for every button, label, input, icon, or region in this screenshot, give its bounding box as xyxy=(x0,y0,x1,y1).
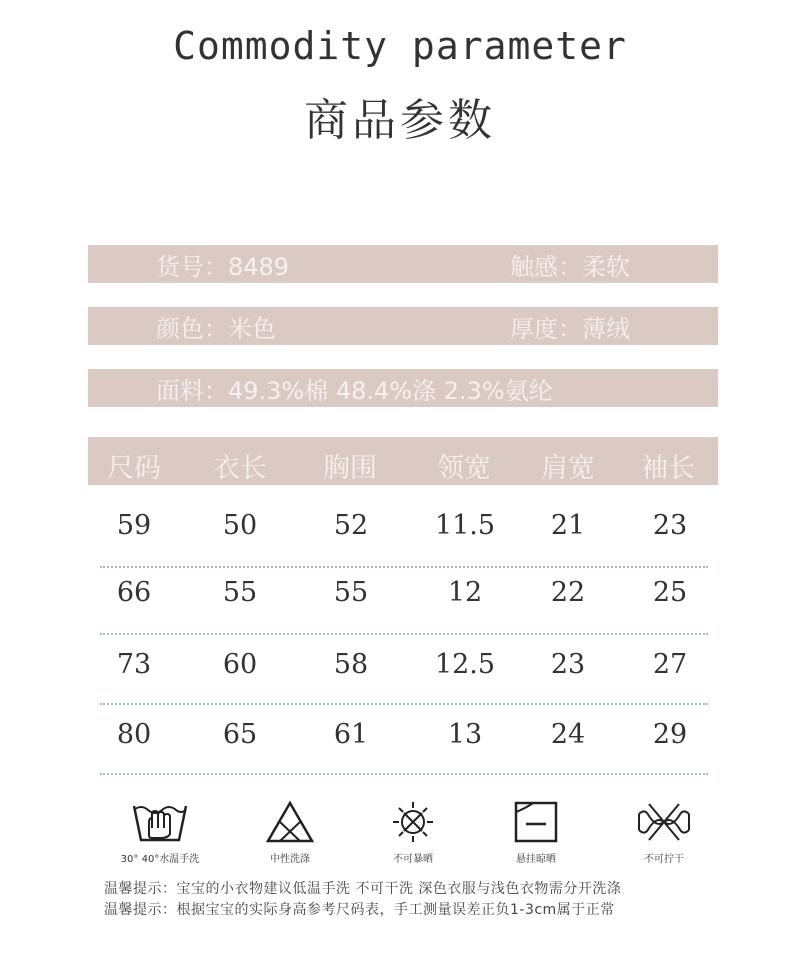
no-sun-icon xyxy=(388,800,438,844)
care-label: 悬挂晾晒 xyxy=(516,854,556,865)
cell-sleeve: 25 xyxy=(652,577,688,608)
cell-size: 66 xyxy=(116,577,152,608)
care-hang-dry xyxy=(476,800,596,865)
cell-shoulder: 21 xyxy=(550,510,586,541)
cell-chest: 61 xyxy=(333,719,369,750)
param-color: 颜色：米色 xyxy=(156,314,276,343)
hand-wash-icon xyxy=(131,800,189,844)
table-row xyxy=(100,711,708,775)
size-table-header xyxy=(88,437,718,485)
cell-collar: 11.5 xyxy=(434,510,496,541)
cell-collar: 12.5 xyxy=(434,649,496,680)
row-divider xyxy=(100,633,708,635)
param-row-fabric xyxy=(88,369,718,407)
care-no-wring xyxy=(604,800,724,865)
title-chinese: 商品参数 xyxy=(304,95,496,146)
row-divider xyxy=(100,773,708,775)
cell-length: 55 xyxy=(222,577,258,608)
cell-sleeve: 23 xyxy=(652,510,688,541)
cell-size: 80 xyxy=(116,719,152,750)
cell-shoulder: 22 xyxy=(550,577,586,608)
header-sleeve: 袖长 xyxy=(641,453,695,484)
cell-chest: 55 xyxy=(333,577,369,608)
header-shoulder: 肩宽 xyxy=(541,453,595,484)
care-instructions xyxy=(88,800,718,870)
param-thickness: 厚度：薄绒 xyxy=(510,314,630,343)
no-wring-icon xyxy=(635,800,693,844)
care-hand-wash xyxy=(100,800,220,865)
cell-length: 60 xyxy=(222,649,258,680)
cell-sleeve: 27 xyxy=(652,649,688,680)
cell-shoulder: 23 xyxy=(550,649,586,680)
cell-size: 59 xyxy=(116,510,152,541)
row-divider xyxy=(100,566,708,568)
cell-length: 50 xyxy=(222,510,258,541)
cell-size: 73 xyxy=(116,649,152,680)
header-size: 尺码 xyxy=(107,453,161,484)
cell-collar: 13 xyxy=(447,719,483,750)
care-label: 不可暴晒 xyxy=(393,854,433,865)
bleach-icon xyxy=(265,800,315,844)
cell-chest: 52 xyxy=(333,510,369,541)
cell-length: 65 xyxy=(222,719,258,750)
title-english: Commodity parameter xyxy=(173,24,627,68)
param-fabric: 面料：49.3%棉 48.4%涤 2.3%氨纶 xyxy=(156,376,553,405)
cell-chest: 58 xyxy=(333,649,369,680)
care-bleach xyxy=(230,800,350,865)
header-chest: 胸围 xyxy=(323,453,377,484)
param-touch: 触感：柔软 xyxy=(510,252,630,281)
tip-size: 温馨提示：根据宝宝的实际身高参考尺码表，手工测量误差正负1-3cm属于正常 xyxy=(104,902,615,918)
header-collar: 领宽 xyxy=(437,453,491,484)
cell-sleeve: 29 xyxy=(652,719,688,750)
care-label: 不可拧干 xyxy=(644,854,684,865)
param-row-color xyxy=(88,307,718,345)
tip-wash: 温馨提示：宝宝的小衣物建议低温手洗 不可干洗 深色衣服与浅色衣物需分开洗涤 xyxy=(104,881,622,897)
param-row-item-number xyxy=(88,245,718,283)
table-row xyxy=(100,502,708,568)
row-divider xyxy=(100,703,708,705)
header-length: 衣长 xyxy=(213,453,267,484)
table-row xyxy=(100,569,708,635)
table-row xyxy=(100,641,708,705)
cell-shoulder: 24 xyxy=(550,719,586,750)
cell-collar: 12 xyxy=(447,577,483,608)
care-label: 30° 40°水温手洗 xyxy=(120,854,200,865)
param-item-number: 货号：8489 xyxy=(156,252,290,281)
hang-dry-icon xyxy=(511,800,561,844)
care-no-sun xyxy=(353,800,473,865)
care-label: 中性洗涤 xyxy=(270,854,310,865)
